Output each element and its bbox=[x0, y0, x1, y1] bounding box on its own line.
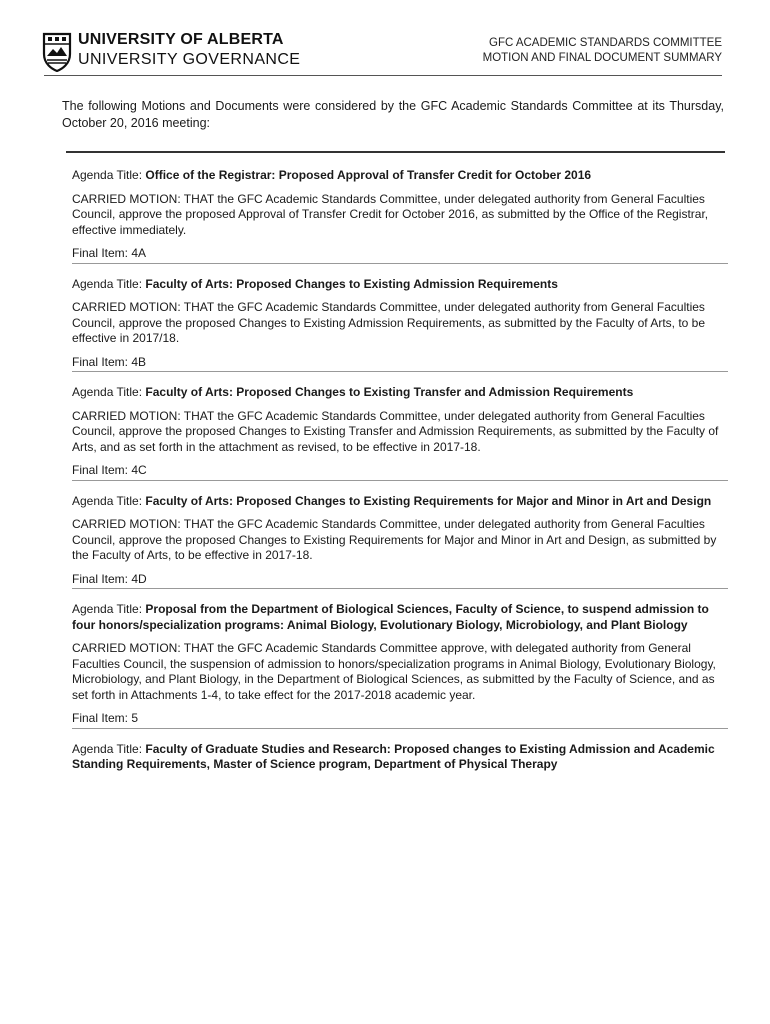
final-item: Final Item: 5 bbox=[72, 711, 139, 725]
agenda-title-text: Faculty of Arts: Proposed Changes to Existing Transfer and Admission Requirements bbox=[145, 385, 634, 399]
header-title-block bbox=[483, 36, 722, 66]
final-item: Final Item: 4A bbox=[72, 246, 147, 260]
crest-icon bbox=[42, 32, 72, 72]
intro-divider bbox=[66, 151, 725, 153]
motion-item bbox=[72, 385, 728, 481]
motion-item bbox=[72, 494, 728, 590]
agenda-label: Agenda Title: bbox=[72, 602, 146, 616]
intro-paragraph: The following Motions and Documents were considered by the GFC Academic Standards Committee at its Thursday, October 20, 2016 meeting: bbox=[62, 99, 724, 130]
agenda-title-text: Faculty of Graduate Studies and Research: Proposed changes to Existing Admission and Academic Standing Requirements, Master of Science program, Department of Physical Therapy bbox=[72, 741, 715, 771]
final-item: Final Item: 4C bbox=[72, 463, 147, 477]
header-divider bbox=[44, 75, 722, 76]
agenda-label: Agenda Title: bbox=[72, 168, 146, 182]
carried-motion: CARRIED MOTION: THAT the GFC Academic Standards Committee, under delegated authority from General Faculties Council, approve the proposed Changes to Existing Requirements for Major and Minor in Art and Design, as submitted by the Faculty of Arts, to be effective in 2017-18. bbox=[72, 517, 717, 562]
motion-list bbox=[72, 168, 728, 781]
motion-item bbox=[72, 277, 728, 373]
carried-motion: CARRIED MOTION: THAT the GFC Academic Standards Committee approve, with delegated authority from General Faculties Council, the suspension of admission to honors/specialization programs in Animal Biology, Evolutionary Biology, Microbiology, and Plant Biology, in the Department of Biological Sciences, as submitted by the Faculty of Science, and as set forth in Attachments 1-4, to take effect for the 2017-2018 academic year. bbox=[72, 641, 716, 702]
final-item: Final Item: 4B bbox=[72, 354, 147, 369]
agenda-label: Agenda Title: bbox=[72, 493, 146, 508]
document-header bbox=[42, 30, 722, 76]
agenda-title bbox=[72, 168, 728, 184]
motion-item bbox=[72, 742, 728, 773]
logo-university-name: UNIVERSITY OF ALBERTA bbox=[78, 31, 284, 48]
agenda-title-text: Faculty of Arts: Proposed Changes to Existing Admission Requirements bbox=[145, 276, 558, 291]
university-logo bbox=[42, 32, 300, 72]
agenda-title bbox=[72, 277, 728, 293]
agenda-title-text: Office of the Registrar: Proposed Approval of Transfer Credit for October 2016 bbox=[145, 168, 592, 182]
carried-motion: CARRIED MOTION: THAT the GFC Academic Standards Committee, under delegated authority from General Faculties Council, approve the proposed Approval of Transfer Credit for October 2016, as submitted by the Office of the Registrar, effective immediately. bbox=[72, 191, 709, 237]
final-item: Final Item: 4D bbox=[72, 571, 147, 586]
agenda-title bbox=[72, 742, 728, 773]
motion-item bbox=[72, 602, 728, 729]
agenda-label: Agenda Title: bbox=[72, 385, 146, 399]
agenda-label: Agenda Title: bbox=[72, 276, 146, 291]
logo-governance: UNIVERSITY GOVERNANCE bbox=[78, 51, 301, 68]
summary-title: MOTION AND FINAL DOCUMENT SUMMARY bbox=[482, 52, 722, 64]
agenda-label: Agenda Title: bbox=[72, 741, 146, 756]
agenda-title-text: Faculty of Arts: Proposed Changes to Existing Requirements for Major and Minor in Art and Design bbox=[145, 493, 712, 508]
carried-motion: CARRIED MOTION: THAT the GFC Academic Standards Committee, under delegated authority from General Faculties Council, approve the proposed Changes to Existing Transfer and Admission Requirements, as submitted by the Faculty of Arts, and as set forth in the attachment as revised, to be effective in 2017-18. bbox=[72, 408, 719, 454]
agenda-title-text: Proposal from the Department of Biological Sciences, Faculty of Science, to suspend admission to four honors/specialization programs: Animal Biology, Evolutionary Biology, Microbiology, and Plant Biology bbox=[72, 602, 709, 632]
agenda-title bbox=[72, 494, 728, 510]
agenda-title bbox=[72, 385, 728, 401]
agenda-title bbox=[72, 602, 728, 633]
carried-motion: CARRIED MOTION: THAT the GFC Academic Standards Committee, under delegated authority from General Faculties Council, approve the proposed Changes to Existing Admission Requirements, as submitted by the Faculty of Arts, to be effective in 2017/18. bbox=[72, 300, 706, 345]
committee-name: GFC ACADEMIC STANDARDS COMMITTEE bbox=[489, 37, 722, 49]
motion-item bbox=[72, 168, 728, 264]
